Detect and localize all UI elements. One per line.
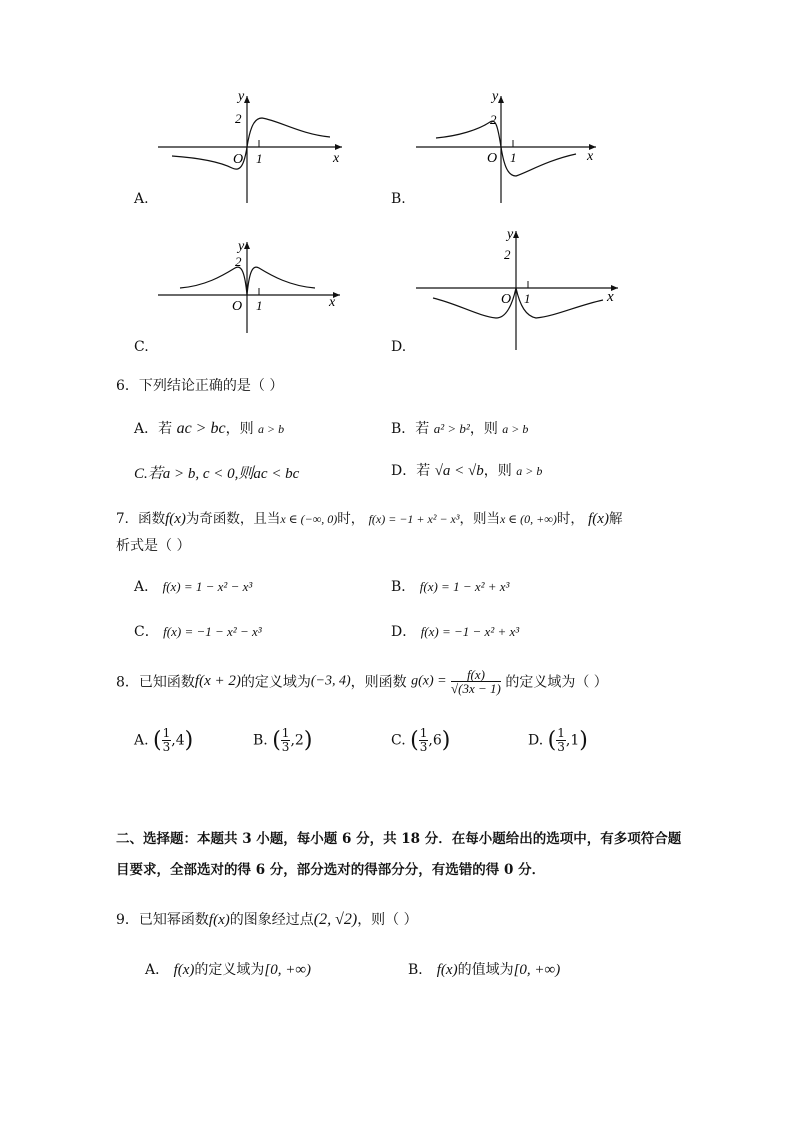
q6-option-a[interactable] xyxy=(134,418,284,438)
q7-text: 为奇函数，且当 xyxy=(185,511,281,527)
x-tick-label: 1 xyxy=(524,291,531,306)
q8-text: ，则函数 xyxy=(350,674,407,691)
graph-b-svg xyxy=(408,88,608,208)
q8-d-end: 1 xyxy=(570,732,580,749)
graph-a xyxy=(150,88,350,208)
q9-a-fx: f(x) xyxy=(173,962,195,978)
q7-cond2: x ∈ (0, +∞) xyxy=(499,512,557,526)
q8-option-c[interactable]: C. ( $\frac{1}{3}$ ,6) xyxy=(391,726,451,754)
x-tick-label: 1 xyxy=(256,151,263,166)
q7-option-d[interactable] xyxy=(391,621,519,641)
x-axis-label: x xyxy=(607,289,614,305)
q8-domain: (−3, 4) xyxy=(310,673,351,689)
q8-g-num: f(x) xyxy=(451,668,501,682)
q8-stem xyxy=(116,668,608,695)
q9-text: ，则（ ） xyxy=(357,912,418,928)
q6-stem: 6．下列结论正确的是（ ） xyxy=(116,378,284,394)
q6-b-expr: a² > b² xyxy=(433,421,470,436)
q6-a-expr: ac > bc xyxy=(176,420,226,437)
q6-option-c[interactable]: C.若a > b, c < 0,则ac < bc xyxy=(134,466,300,482)
origin-label: O xyxy=(233,152,244,167)
frac-num: 1 xyxy=(162,726,171,740)
q9-b-range: [0, +∞) xyxy=(513,962,561,978)
x-axis-label: x xyxy=(333,151,340,166)
q9-b-text: 的值域为 xyxy=(457,962,514,978)
q9-b-label: B． xyxy=(408,962,433,978)
q7-option-c[interactable] xyxy=(134,621,262,641)
q7-c-expr: f(x) = −1 − x² − x³ xyxy=(163,624,262,639)
q9-point: (2, √2) xyxy=(313,911,358,928)
y-tick-label: 2 xyxy=(504,247,511,262)
q7-stem-line1 xyxy=(116,507,622,528)
q8-text: 8．已知函数 xyxy=(116,674,195,691)
q7-expr1: f(x) = −1 + x² − x³ xyxy=(368,512,460,526)
q8-g-lhs: g(x) = xyxy=(411,673,447,689)
q7-b-expr: f(x) = 1 − x² + x³ xyxy=(419,579,510,594)
graph-d xyxy=(408,226,623,352)
q8-d-frac xyxy=(556,727,566,754)
q8-option-a[interactable]: A. ( $\frac{1}{3}$ ,4) xyxy=(134,726,194,754)
q8-c-frac xyxy=(419,727,429,754)
graph-c xyxy=(150,236,350,336)
y-axis-label: y xyxy=(238,89,245,104)
q8-option-d[interactable]: D. ( $\frac{1}{3}$ ,1) xyxy=(528,726,588,754)
q8-text: 的定义域为 xyxy=(240,674,311,691)
option-b-label[interactable]: B. xyxy=(391,191,406,207)
q7-text: 解 xyxy=(608,511,623,527)
q6-a-label: A． xyxy=(134,421,159,437)
graph-c-svg xyxy=(150,236,350,336)
section2-heading-line2: 目要求，全部选对的得 6 分，部分选对的得部分分，有选错的得 0 分． xyxy=(116,862,546,878)
q8-b-end: 2 xyxy=(294,732,304,749)
q7-d-expr: f(x) = −1 − x² + x³ xyxy=(420,624,520,639)
q7-text: 时， xyxy=(556,511,584,527)
q8-text: 的定义域为（ ） xyxy=(505,674,608,691)
q6-d-label: D． xyxy=(391,463,417,479)
frac-den: 3 xyxy=(557,740,565,754)
frac-den: 3 xyxy=(419,740,428,754)
option-c-label[interactable]: C. xyxy=(134,339,149,355)
q6-a-post: ，则 xyxy=(225,421,254,437)
q9-option-a[interactable] xyxy=(145,959,311,979)
y-axis-label: y xyxy=(492,89,499,104)
y-axis-label: y xyxy=(507,227,514,242)
x-tick-label: 1 xyxy=(510,150,517,165)
graph-a-svg xyxy=(150,88,350,208)
q8-d-label: D. xyxy=(528,732,544,749)
y-tick-label: 2 xyxy=(490,112,497,127)
q8-a-frac xyxy=(162,727,172,754)
q8-a-end: 4 xyxy=(175,732,185,749)
q7-a-label: A． xyxy=(134,579,159,595)
q7-d-label: D． xyxy=(391,624,417,640)
origin-label: O xyxy=(501,292,512,307)
q8-c-label: C. xyxy=(391,732,406,749)
q8-a-label: A. xyxy=(134,732,149,749)
section2-heading-line1: 二、选择题：本题共 3 小题，每小题 6 分，共 18 分．在每小题给出的选项中，有多项符合题 xyxy=(116,831,682,847)
q7-text: 7．函数 xyxy=(116,511,166,527)
q6-option-b[interactable] xyxy=(391,418,528,438)
q7-option-a[interactable] xyxy=(134,576,252,596)
q9-b-fx: f(x) xyxy=(436,962,458,978)
q7-text: 时， xyxy=(337,511,365,527)
frac-den: 3 xyxy=(162,740,171,754)
q8-option-b[interactable]: B. ( $\frac{1}{3}$ ,2) xyxy=(253,726,313,754)
q6-b-pre: 若 xyxy=(415,421,430,437)
q9-option-b[interactable] xyxy=(408,959,560,979)
q6-d-expr: √a < √b xyxy=(434,463,484,479)
q6-a-pre: 若 xyxy=(158,421,173,437)
frac-num: 1 xyxy=(281,726,290,740)
q8-fx2: f(x + 2) xyxy=(194,673,241,689)
q7-cond1: x ∈ (−∞, 0) xyxy=(280,512,338,526)
option-d-label[interactable]: D. xyxy=(391,339,407,355)
q7-fx: f(x) xyxy=(165,511,186,527)
q8-b-frac xyxy=(281,727,291,754)
q9-a-range: [0, +∞) xyxy=(264,962,312,978)
option-a-label[interactable]: A. xyxy=(134,191,149,207)
q8-c-end: 6 xyxy=(432,732,442,749)
q7-c-label: C． xyxy=(134,624,159,640)
q6-option-d[interactable] xyxy=(391,460,542,480)
graph-d-svg xyxy=(408,226,623,352)
x-axis-label: x xyxy=(587,149,594,164)
q7-stem-line2: 析式是（ ） xyxy=(116,538,191,554)
origin-label: O xyxy=(232,299,243,314)
y-tick-label: 2 xyxy=(235,254,242,269)
origin-label: O xyxy=(487,151,498,166)
q6-d-post: ，则 xyxy=(483,463,512,479)
y-axis-label: y xyxy=(238,239,245,254)
frac-num: 1 xyxy=(557,726,565,740)
q9-stem xyxy=(116,909,418,929)
q9-fx: f(x) xyxy=(208,912,230,928)
x-axis-label: x xyxy=(329,295,336,310)
q9-text: 的图象经过点 xyxy=(229,912,314,928)
q7-option-b[interactable] xyxy=(391,576,509,596)
y-tick-label: 2 xyxy=(235,111,242,126)
frac-num: 1 xyxy=(419,726,428,740)
q8-g-den: √(3x − 1) xyxy=(451,681,501,696)
q7-fx: f(x) xyxy=(588,511,609,527)
q7-text: ，则当 xyxy=(459,511,500,527)
graph-b xyxy=(408,88,608,208)
x-tick-label: 1 xyxy=(256,298,263,313)
q9-a-text: 的定义域为 xyxy=(194,962,265,978)
q7-a-expr: f(x) = 1 − x² − x³ xyxy=(162,579,253,594)
q6-b-label: B． xyxy=(391,421,416,437)
frac-den: 3 xyxy=(281,740,290,754)
q7-b-label: B． xyxy=(391,579,416,595)
q6-d-result: a > b xyxy=(516,464,543,478)
q6-b-result: a > b xyxy=(502,422,529,436)
q8-g-fraction xyxy=(451,668,501,695)
q9-a-label: A． xyxy=(145,962,170,978)
q6-b-post: ，则 xyxy=(469,421,498,437)
q6-a-result: a > b xyxy=(258,422,285,436)
q8-b-label: B. xyxy=(253,732,268,749)
q9-text: 9．已知幂函数 xyxy=(116,912,209,928)
q6-d-pre: 若 xyxy=(416,463,431,479)
